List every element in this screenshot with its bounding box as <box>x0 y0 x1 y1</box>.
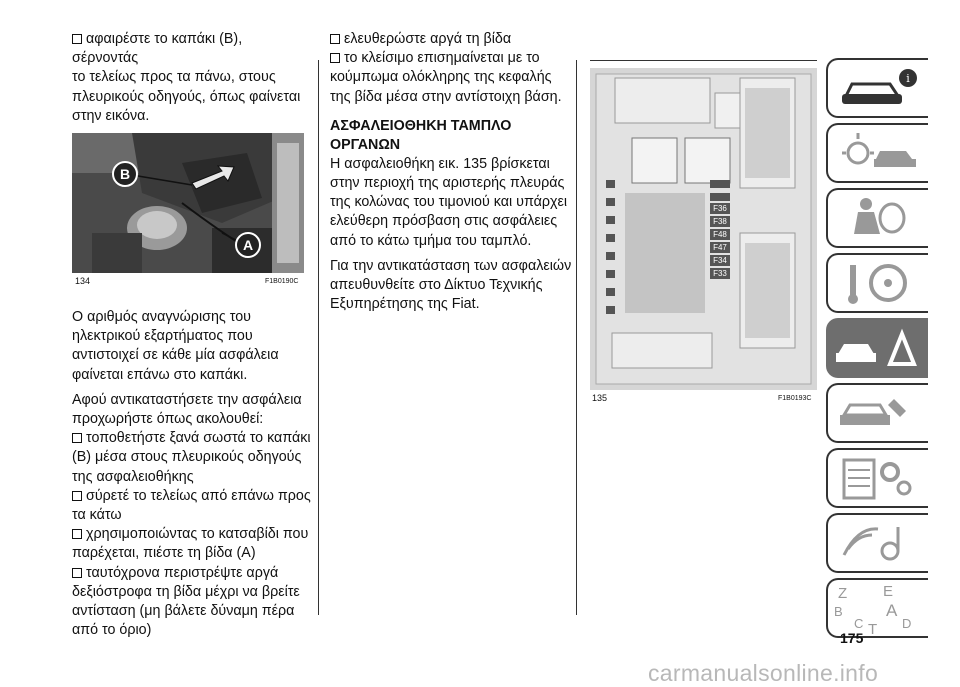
col2-bullet-1: ελευθερώστε αργά τη βίδα <box>330 30 572 49</box>
tab-specs[interactable] <box>826 448 928 508</box>
checkbox-bullet-icon <box>72 491 82 501</box>
checkbox-bullet-icon <box>72 568 82 578</box>
tab-maintenance[interactable] <box>826 383 928 443</box>
figure-134-number: 134 <box>75 276 91 286</box>
svg-text:i: i <box>906 72 910 85</box>
chapter-tabs <box>826 58 928 643</box>
figure-134-code: F1B0190C <box>265 278 299 285</box>
watermark: carmanualsonline.info <box>648 660 879 686</box>
fusebox-illustration <box>590 68 817 390</box>
index-letters-icon <box>828 580 926 636</box>
para-fuse-id: Ο αριθμός αναγνώρισης του ηλεκτρικού εξαρτήματος που αντιστοιχεί σε κάθε μία ασφάλεια φαίνεται επάνω στο καπάκι. <box>72 309 279 383</box>
fuse-label: F47 <box>710 242 730 253</box>
para-service: Για την αντικατάσταση των ασφαλειών απευθυνθείτε στο Δίκτυο Τεχνικής Εξυπηρέτησης της Fiat. <box>330 257 572 313</box>
column-2 <box>330 30 572 314</box>
column-1-body <box>72 308 312 640</box>
tab-starting[interactable] <box>826 253 928 313</box>
multimedia-icon <box>828 515 926 571</box>
tab-car-info[interactable] <box>826 58 928 118</box>
label-b-callout: B <box>112 161 138 187</box>
checkbox-bullet-icon <box>72 433 82 443</box>
figure-135-fusebox <box>590 68 817 390</box>
figure-135-number: 135 <box>592 393 608 403</box>
column-1 <box>72 30 312 126</box>
checkbox-bullet-icon <box>330 34 340 44</box>
tab-emergency[interactable] <box>826 318 928 378</box>
maintenance-icon <box>828 385 926 441</box>
index-letter-c: C <box>854 616 864 631</box>
dashboard-lights-icon <box>828 125 926 181</box>
tab-dashboard[interactable] <box>826 123 928 183</box>
tab-multimedia[interactable] <box>826 513 928 573</box>
specs-gears-icon <box>828 450 926 506</box>
fuse-label: F36 <box>710 203 730 214</box>
column-divider-1 <box>318 60 319 615</box>
index-letter-a: A <box>886 601 898 620</box>
figure-135-code: F1B0193C <box>778 395 812 402</box>
breakdown-warning-icon <box>828 320 926 376</box>
index-letter-e: E <box>883 583 894 600</box>
column-divider-2 <box>576 60 577 615</box>
index-letter-t: T <box>868 621 878 636</box>
fuse-label: F38 <box>710 216 730 227</box>
figure-135-top-rule <box>590 60 817 61</box>
intro-bullet: αφαιρέστε το καπάκι (B), σέρνοντάς το τελείως προς τα πάνω, στους πλευρικούς οδηγούς, όπως φαίνεται στην εικόνα. <box>72 31 301 124</box>
engine-bay-illustration <box>72 133 304 273</box>
index-letter-d: D <box>902 616 912 631</box>
tab-safety[interactable] <box>826 188 928 248</box>
checkbox-bullet-icon <box>72 34 82 44</box>
figure-134-photo <box>72 133 304 273</box>
bullet-1: τοποθετήστε ξανά σωστά το καπάκι (B) μέσα στους πλευρικούς οδηγούς της ασφαλειοθήκης <box>72 430 311 485</box>
car-info-icon <box>828 60 926 116</box>
fuse-label: F48 <box>710 229 730 240</box>
page-number: 175 <box>840 630 864 646</box>
checkbox-bullet-icon <box>72 529 82 539</box>
airbag-icon <box>828 190 926 246</box>
index-letter-z: Z <box>838 585 848 602</box>
section-heading: ΑΣΦΑΛΕΙΟΘΗΚΗ ΤΑΜΠΛΟ ΟΡΓΑΝΩΝ <box>330 117 512 153</box>
para-after-replace: Αφού αντικαταστήσετε την ασφάλεια προχωρήστε όπως ακολουθεί: <box>72 391 302 428</box>
para-fusebox-location: Η ασφαλειοθήκη εικ. 135 βρίσκεται στην περιοχή της αριστερής πλευράς της κολώνας του τιμονιού και υπάρχει ελεύθερη πρόσβαση στις ασφάλειες από το κάτω τμήμα του ταμπλό. <box>330 155 568 249</box>
fuse-label: F33 <box>710 268 730 279</box>
label-a-callout: A <box>235 232 261 258</box>
bullet-3: χρησιμοποιώντας το κατσαβίδι που παρέχεται, πιέστε τη βίδα (A) <box>72 526 309 562</box>
index-letter-b: B <box>834 604 843 619</box>
fuse-label: F34 <box>710 255 730 266</box>
col2-bullet-2: το κλείσιμο επισημαίνεται με το κούμπωμα ολόκληρης της κεφαλής της βίδα μέσα στην αντίστοιχη βάση. <box>330 50 562 105</box>
checkbox-bullet-icon <box>330 53 340 63</box>
tab-index[interactable] <box>826 578 928 638</box>
key-steering-icon <box>828 255 926 311</box>
bullet-4: ταυτόχρονα περιστρέψτε αργά δεξιόστροφα τη βίδα μέχρι να βρείτε αντίσταση (μη βάλετε δύναμη πέρα από το όριο) <box>72 564 300 639</box>
bullet-2: σύρετέ το τελείως από επάνω προς τα κάτω <box>72 487 311 524</box>
